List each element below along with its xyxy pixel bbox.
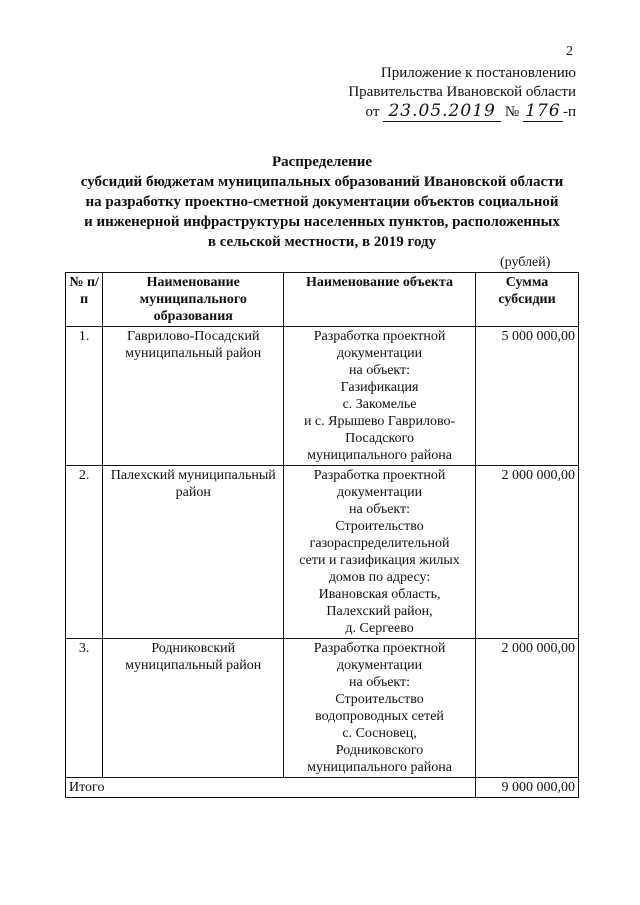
object-line: с. Сосновец, (342, 726, 417, 741)
object-line: Газификация (340, 380, 419, 395)
header-num: № п/п (66, 273, 103, 327)
object-line: Родниковского (335, 743, 424, 758)
handwritten-date: 23.05.2019 (383, 102, 501, 122)
cell-sum: 2 000 000,00 (475, 639, 578, 778)
header-municipality: Наименование муниципального образования (103, 273, 284, 327)
annex-reference-line (366, 102, 576, 122)
title-line-5: в сельской местности, в 2019 году (207, 234, 437, 250)
object-line: на объект: (349, 502, 411, 517)
title-line-2: субсидий бюджетам муниципальных образований Ивановской области (80, 174, 564, 190)
annex-line-1: Приложение к постановлению (380, 65, 576, 81)
distribution-table (65, 272, 579, 798)
cell-num: 3. (66, 639, 103, 778)
table-header-row (66, 273, 579, 327)
title-line-1: Распределение (271, 154, 373, 170)
cell-sum: 5 000 000,00 (475, 327, 578, 466)
object-line: на объект: (349, 363, 411, 378)
object-line: д. Сергеево (345, 621, 414, 636)
cell-municipality: Гаврилово-Посадский муниципальный район (103, 327, 284, 466)
object-line: Строительство (335, 692, 424, 707)
cell-object (284, 327, 476, 466)
object-line: муниципального района (307, 448, 452, 463)
page-number: 2 (566, 44, 573, 59)
units-label: (рублей) (500, 255, 551, 270)
object-line: водопроводных сетей (315, 709, 444, 724)
object-line: сети и газификация жилых (299, 553, 460, 568)
table-row (66, 639, 579, 778)
object-line: документации (336, 658, 423, 673)
total-sum: 9 000 000,00 (475, 778, 578, 798)
object-line: Разработка проектной (313, 641, 446, 656)
cell-municipality: Палехский муниципальный район (103, 466, 284, 639)
cell-municipality: Родниковский муниципальный район (103, 639, 284, 778)
object-line: муниципального района (307, 760, 452, 775)
cell-sum: 2 000 000,00 (475, 466, 578, 639)
title-line-3: на разработку проектно-сметной документации объектов социальной (85, 194, 559, 210)
header-sum: Сумма субсидии (475, 273, 578, 327)
object-line: газораспределительной (309, 536, 450, 551)
table-row (66, 466, 579, 639)
annex-header (276, 64, 576, 122)
cell-object (284, 639, 476, 778)
object-line: с. Закомелье (342, 397, 417, 412)
object-line: Разработка проектной (313, 329, 446, 344)
object-line: документации (336, 485, 423, 500)
cell-object (284, 466, 476, 639)
object-line: Посадского (345, 431, 414, 446)
title-line-4: и инженерной инфраструктуры населенных пунктов, расположенных (84, 214, 560, 230)
total-label: Итого (66, 778, 476, 798)
total-row (66, 778, 579, 798)
object-line: Строительство (335, 519, 424, 534)
from-label: от (365, 104, 380, 120)
number-suffix: -п (562, 104, 576, 120)
document-title (62, 152, 582, 252)
table-row (66, 327, 579, 466)
object-line: домов по адресу: (328, 570, 431, 585)
cell-num: 2. (66, 466, 103, 639)
annex-line-2: Правительства Ивановской области (348, 84, 576, 100)
object-line: документации (336, 346, 423, 361)
header-object: Наименование объекта (284, 273, 476, 327)
handwritten-number: 176 (523, 102, 563, 122)
object-line: на объект: (349, 675, 411, 690)
object-line: Палехский район, (326, 604, 433, 619)
cell-num: 1. (66, 327, 103, 466)
number-label: № (504, 104, 520, 120)
object-line: Разработка проектной (313, 468, 446, 483)
object-line: и с. Ярышево Гаврилово- (303, 414, 456, 429)
object-line: Ивановская область, (318, 587, 441, 602)
